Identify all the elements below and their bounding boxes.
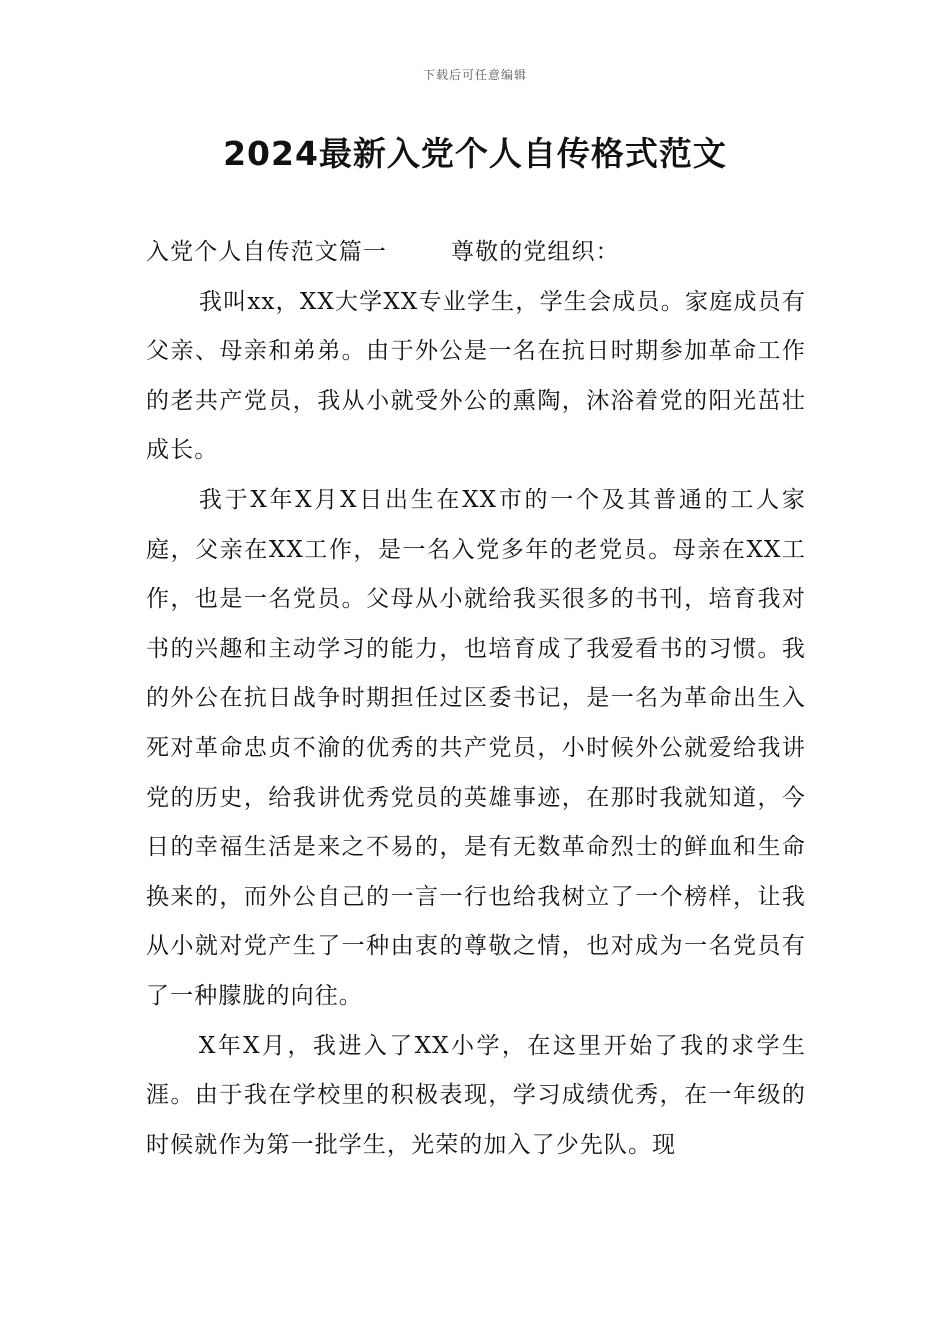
paragraph-3: X年X月，我进入了XX小学，在这里开始了我的求学生涯。由于我在学校里的积极表现，学习成绩优秀，在一年级的时候就作为第一批学生，光荣的加入了少先队。现 [146,1032,806,1158]
lead-line [146,228,806,278]
document-body [146,228,806,1170]
paragraph-2: 我于X年X月X日出生在XX市的一个及其普通的工人家庭，父亲在XX工作，是一名入党多年的老党员。母亲在XX工作，也是一名党员。父母从小就给我买很多的书刊，培育我对书的兴趣和主动学习的能力，也培育成了我爱看书的习惯。我的外公在抗日战争时期担任过区委书记，是一名为革命出生入死对革命忠贞不渝的优秀的共产党员，小时候外公就爱给我讲党的历史，给我讲优秀党员的英雄事迹，在那时我就知道，今日的幸福生活是来之不易的，是有无数革命烈士的鲜血和生命换来的，而外公自己的一言一行也给我树立了一个榜样，让我从小就对党产生了一种由衷的尊敬之情，也对成为一名党员有了一种朦胧的向往。 [146,486,806,1009]
paragraph-1: 我叫xx，XX大学XX专业学生，学生会成员。家庭成员有父亲、母亲和弟弟。由于外公是一名在抗日时期参加革命工作的老共产党员，我从小就受外公的熏陶，沐浴着党的阳光茁壮成长。 [146,288,806,464]
document-title: 2024最新入党个人自传格式范文 [223,134,727,173]
header-note: 下载后可任意编辑 [422,68,527,82]
section-label: 入党个人自传范文篇一 [146,239,387,265]
salutation: 尊敬的党组织： [451,239,620,265]
